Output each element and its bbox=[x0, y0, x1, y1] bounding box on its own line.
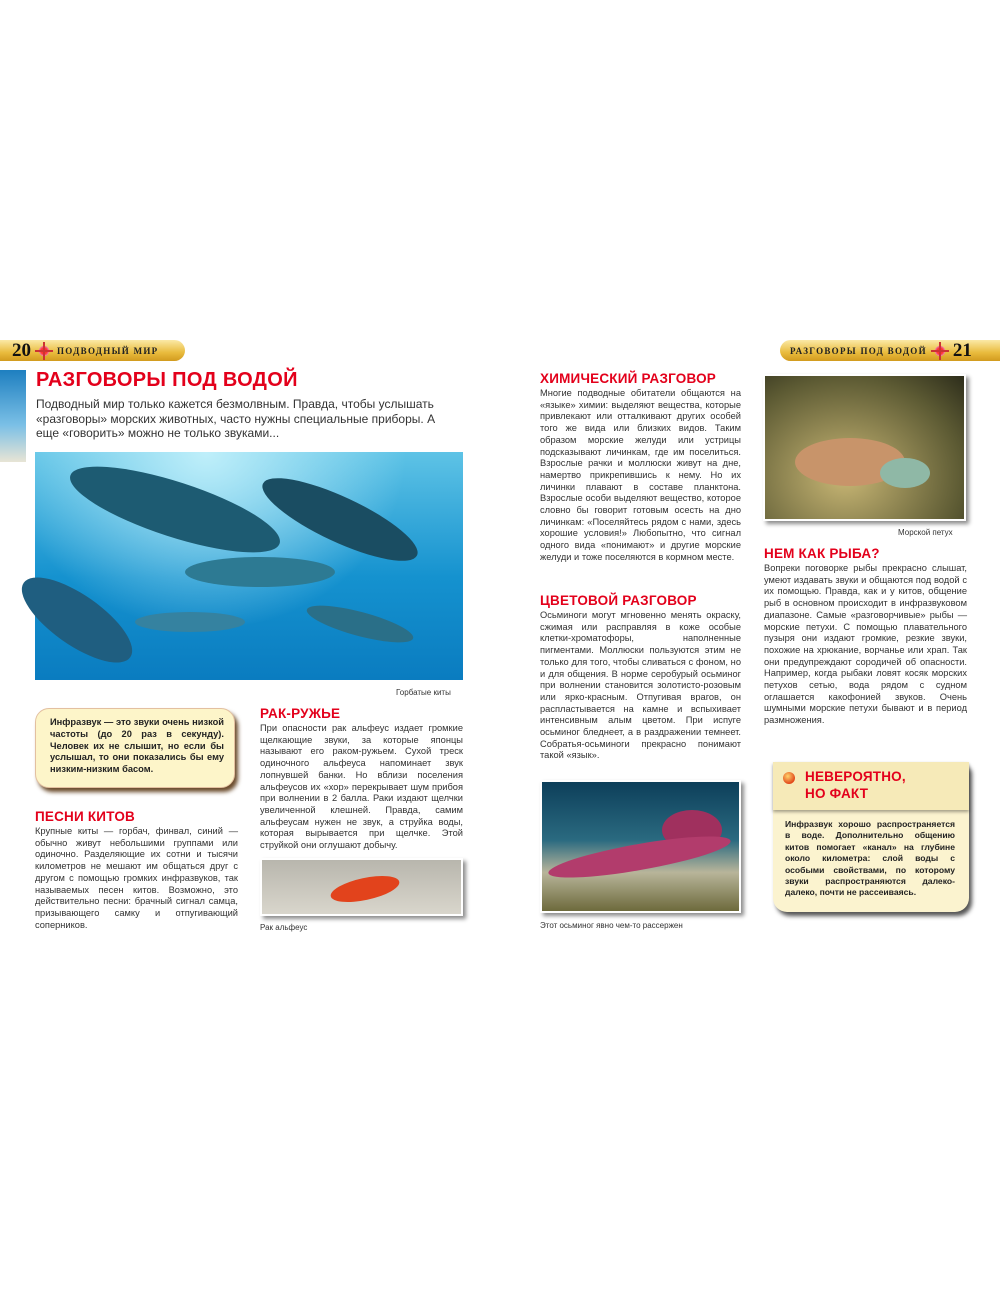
octopus-caption: Этот осьминог явно чем-то рассержен bbox=[540, 921, 683, 930]
sea-robin-caption: Морской петух bbox=[898, 528, 953, 537]
color-text: Осьминоги могут мгновенно менять окраску, сжимая или расправляя в коже особые клетки-хроматофоры, наполненные пигментами. Моллюски пользуются этим не только для того, чтобы сливаться с фоном, но и для общения. В норме серобурый осьминог при волнении становится золотисто-розовым или ярко-красным. Отпугивая врагов, он распластывается на камне и вспыхивает интенсивным алым цветом. При испуге осьминог бледнеет, а в раздражении темнеет. Собратья-осьминоги прекрасно понимают такой «язык». bbox=[540, 610, 741, 761]
shrimp-text: При опасности рак альфеус издает громкие щелкающие звуки, за которые японцы называют его раком-ружьем. Сухой треск одиночного альфеуса напоминает звук лопнувшей банки. Но вблизи поселения альфеусов их «хор» перекрывает шум прибоя при волнении в 2 балла. Раки издают щелчки увеличенной клешней. Правда, самим альфеусам нужен не звук, а струйка воды, которая вырывается при щелчке. Этой струйкой они оглушают добычу. bbox=[260, 723, 463, 851]
fact-box bbox=[773, 762, 969, 912]
left-page-header bbox=[0, 340, 185, 361]
chem-text: Многие подводные обитатели общаются на «языке» химии: выделяют вещества, которые привлекают или отталкивают других особей того же вида или близких видов. Таким образом морские желуди или устрицы подсказывают личинкам, где им поселиться. Взрослые рачки и моллюски живут на дне, намертво прикрепившись к нему. Но их личинки плавают в составе планктона. Взрослые особи выделяют вещество, которое словно бы говорит готовым осесть на дно личинкам: «Поселяйтесь рядом с нами, здесь хорошие условия!» Любопытно, что сигнал одного вида «понимают» и другие морские желуди и тоже поселяются в кормном месте. bbox=[540, 388, 741, 562]
page-title: РАЗГОВОРЫ ПОД ВОДОЙ bbox=[36, 369, 298, 391]
whale-shape bbox=[135, 612, 245, 632]
right-page-header bbox=[780, 340, 1000, 361]
fact-heading-line2: НО ФАКТ bbox=[805, 786, 869, 801]
chem-heading: ХИМИЧЕСКИЙ РАЗГОВОР bbox=[540, 371, 717, 386]
fact-heading-line1: НЕВЕРОЯТНО, bbox=[805, 769, 906, 784]
fish-text: Вопреки поговорке рыбы прекрасно слышат, умеют издавать звуки и общаются под водой с их помощью. Правда, как и у китов, общение рыб в основном происходит в инфразвуковом диапазоне. Самые «разговорчивые» рыбы — морские петухи. С помощью плавательного пузыря они издают громкие, резкие звуки, похожие на хрюкание, ворчанье или храп. Так они предупреждают сородичей об опасности. Например, когда рыбаки ловят косяк морских петухов сетью, вода рядом с судном оглашается какофонией звуков. Очень шумными морские петухи бывают и в период размножения. bbox=[764, 563, 967, 726]
shrimp-heading: РАК-РУЖЬЕ bbox=[260, 706, 341, 721]
whales-text: Крупные киты — горбач, финвал, синий — обычно живут небольшими группами или одиночно. Разделяющие их сотни и тысячи километров не мешают им общаться друг с другом с помощью громких инфразвуков, так называемых песен китов. Возможно, это действительно песни: брачный сигнал самца, призывающего самку и отпугивающий соперников. bbox=[35, 826, 238, 930]
section-title: ПОДВОДНЫЙ МИР bbox=[57, 345, 159, 356]
whale-shape bbox=[185, 557, 335, 587]
infrasound-note-text: Инфразвук — это звуки очень низкой частоты (до 20 раз в секунду). Человек их не слышит, но если бы услышал, то они показались бы ему низким-низким басом. bbox=[50, 717, 224, 775]
color-heading: ЦВЕТОВОЙ РАЗГОВОР bbox=[540, 593, 697, 608]
infrasound-note bbox=[35, 708, 235, 788]
fact-box-header bbox=[773, 762, 969, 810]
page-number: 20 bbox=[12, 339, 31, 361]
octopus-photo bbox=[540, 780, 741, 913]
fact-text: Инфразвук хорошо распространяется в воде. Дополнительно общению китов помогает «канал» на глубине около километра: слой воды с особыми свойствами, по которому звуки распространяются далеко-далеко, почти не рассеиваясь. bbox=[785, 819, 955, 898]
shrimp-shape bbox=[328, 871, 401, 907]
sea-robin-photo bbox=[763, 374, 966, 521]
fact-bulb-icon bbox=[783, 772, 795, 784]
compass-icon bbox=[934, 345, 946, 357]
whales-heading: ПЕСНИ КИТОВ bbox=[35, 809, 135, 824]
fish-fin bbox=[880, 458, 930, 488]
fish-heading: НЕМ КАК РЫБА? bbox=[764, 546, 880, 561]
compass-icon bbox=[38, 345, 50, 357]
shrimp-photo bbox=[260, 858, 463, 916]
whale-shape bbox=[62, 449, 288, 569]
shrimp-caption: Рак альфеус bbox=[260, 923, 308, 932]
octopus-arms bbox=[546, 828, 733, 886]
intro-text: Подводный мир только кажется безмолвным. Правда, чтобы услышать «разговоры» морских животных, часто нужны специальные приборы. А еще «говорить» можно не только звуками... bbox=[36, 397, 436, 440]
section-title: РАЗГОВОРЫ ПОД ВОДОЙ bbox=[790, 345, 927, 356]
whale-shape bbox=[304, 598, 416, 650]
page-number: 21 bbox=[952, 339, 972, 361]
whales-caption: Горбатые киты bbox=[396, 688, 451, 697]
edge-sea-strip bbox=[0, 370, 26, 462]
